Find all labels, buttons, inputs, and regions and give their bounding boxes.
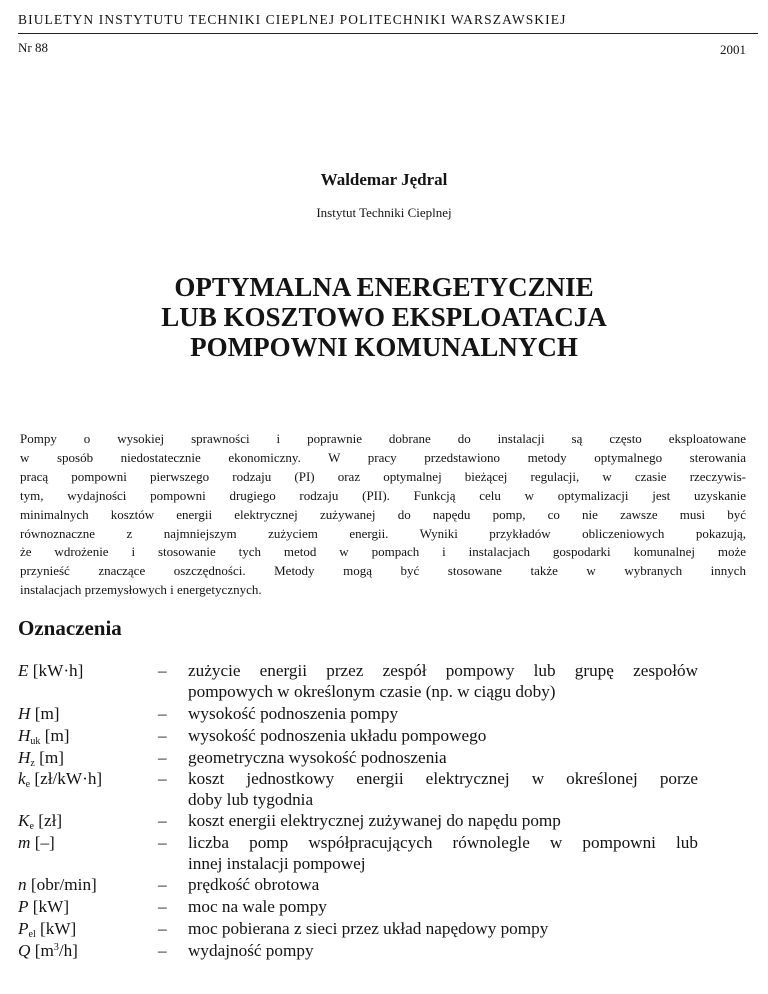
- definition-dash: –: [158, 704, 167, 723]
- definition-dash: –: [158, 661, 167, 680]
- symbol-description: [188, 874, 698, 895]
- title-line: POMPOWNI KOMUNALNYCH: [190, 332, 578, 362]
- symbol-description: [188, 725, 698, 746]
- symbol-variable: P: [18, 919, 29, 938]
- symbol-description: [188, 810, 698, 831]
- definition-dash: –: [158, 919, 167, 938]
- symbol-unit: [m]: [34, 748, 64, 767]
- abstract-line: w sposób niedostatecznie ekonomiczny. W pracy przedstawiono metody optymalnego sterowania: [20, 449, 746, 465]
- author-affiliation: Instytut Techniki Cieplnej: [316, 205, 452, 220]
- symbol-variable: K: [18, 811, 30, 830]
- symbol: [18, 918, 158, 939]
- symbol: [18, 660, 158, 702]
- symbol-unit: [m]: [40, 726, 70, 745]
- definition-dash: –: [158, 726, 167, 745]
- nomenclature-row: [18, 896, 698, 917]
- symbol-unit: [–]: [30, 833, 55, 852]
- description-line: koszt energii elektrycznej zużywanej do napędu pomp: [188, 811, 561, 830]
- nomenclature-row: [18, 768, 698, 810]
- symbol-unit: [obr/min]: [26, 875, 97, 894]
- symbol: [18, 940, 158, 961]
- description-line: moc na wale pompy: [188, 897, 327, 916]
- abstract-line: przynieść znaczące oszczędności. Metody mogą być stosowane także w wybranych innych: [20, 563, 746, 579]
- symbol: [18, 768, 158, 810]
- publication-year: 2001: [720, 42, 746, 57]
- description-line: doby lub tygodnia: [188, 790, 314, 809]
- header-rule: [18, 33, 758, 34]
- abstract-line: instalacjach przemysłowych i energetycznych.: [20, 582, 262, 598]
- author-name: Waldemar Jędral: [320, 170, 448, 189]
- symbol-unit: [m: [30, 941, 54, 960]
- symbol-variable: P: [18, 897, 29, 916]
- symbol-subscript: e: [29, 821, 34, 832]
- symbol-description: [188, 940, 698, 961]
- description-line: prędkość obrotowa: [188, 875, 320, 894]
- symbol-description: [188, 896, 698, 917]
- symbol-unit: [kW·h]: [28, 661, 84, 680]
- paper-title: [0, 272, 768, 362]
- nomenclature-row: [18, 725, 698, 746]
- abstract-line: pracą pompowni pierwszego rodzaju (PI) oraz optymalnej bieżącej regulacji, w czasie rzeczywis-: [20, 468, 746, 484]
- symbol-unit: [m]: [30, 704, 60, 723]
- description-line: wysokość podnoszenia układu pompowego: [188, 726, 487, 745]
- description-line: geometryczna wysokość podnoszenia: [188, 748, 447, 767]
- symbol-unit-end: /h]: [58, 941, 78, 960]
- symbol-subscript: el: [28, 929, 36, 940]
- symbol: [18, 896, 158, 917]
- symbol: [18, 725, 158, 746]
- symbol-unit: [kW]: [28, 897, 70, 916]
- abstract-line: Pompy o wysokiej sprawności i poprawnie dobrane do instalacji są często eksploatowane: [20, 431, 746, 446]
- description-line: innej instalacji pompowej: [188, 854, 366, 873]
- symbol-subscript: uk: [30, 736, 41, 747]
- definition-dash: –: [158, 941, 167, 960]
- abstract-line: minimalnych kosztów energii elektrycznej zużywanej do napędu pomp, co nie zawsze musi być: [20, 506, 746, 522]
- abstract-line: równoznaczne z najmniejszym zużyciem energii. Wyniki przykładów obliczeniowych pokazują,: [20, 525, 746, 541]
- symbol-unit: [zł/kW·h]: [30, 769, 103, 788]
- symbol-variable: H: [18, 726, 31, 745]
- symbol-subscript: e: [25, 779, 31, 790]
- symbol-description: [188, 703, 698, 724]
- symbol-description: [188, 660, 698, 702]
- definition-dash: –: [158, 897, 167, 916]
- unit-superscript: 3: [53, 942, 59, 953]
- symbol-variable: n: [18, 875, 27, 894]
- symbol: [18, 874, 158, 895]
- symbol: [18, 747, 158, 768]
- symbol: [18, 810, 158, 831]
- nomenclature-row: [18, 918, 698, 939]
- title-line: LUB KOSZTOWO EKSPLOATACJA: [161, 302, 607, 332]
- symbol-variable: H: [18, 704, 31, 723]
- symbol-unit: [kW]: [35, 919, 77, 938]
- definition-dash: –: [158, 748, 167, 767]
- definition-dash: –: [158, 875, 167, 894]
- symbol-description: [188, 768, 698, 810]
- symbol-subscript: z: [30, 758, 35, 769]
- nomenclature-row: [18, 832, 698, 874]
- description-line: koszt jednostkowy energii elektrycznej w określonej porze: [188, 769, 698, 788]
- journal-title: BIULETYN INSTYTUTU TECHNIKI CIEPLNEJ POLITECHNIKI WARSZAWSKIEJ: [18, 12, 567, 27]
- nomenclature-row: [18, 660, 698, 702]
- title-line: OPTYMALNA ENERGETYCZNIE: [174, 272, 594, 302]
- nomenclature-row: [18, 940, 698, 961]
- abstract: [20, 430, 746, 600]
- description-line: liczba pomp współpracujących równolegle w pompowni lub: [188, 833, 698, 852]
- description-line: wydajność pompy: [188, 941, 314, 960]
- symbol-variable: E: [18, 661, 29, 680]
- symbol-description: [188, 918, 698, 939]
- symbol-variable: k: [18, 769, 26, 788]
- description-line: zużycie energii przez zespół pompowy lub grupę zespołów: [188, 661, 698, 680]
- nomenclature-row: [18, 703, 698, 724]
- symbol: [18, 703, 158, 724]
- symbol-description: [188, 747, 698, 768]
- definition-dash: –: [158, 833, 167, 852]
- section-heading: Oznaczenia: [18, 616, 122, 640]
- issue-number: Nr 88: [18, 40, 48, 55]
- symbol-description: [188, 832, 698, 874]
- nomenclature-row: [18, 874, 698, 895]
- description-line: moc pobierana z sieci przez układ napędowy pompy: [188, 919, 549, 938]
- symbol: [18, 832, 158, 874]
- definition-dash: –: [158, 769, 167, 788]
- definition-dash: –: [158, 811, 167, 830]
- symbol-variable: m: [18, 833, 31, 852]
- symbol-unit: [zł]: [33, 811, 63, 830]
- symbol-variable: H: [18, 748, 31, 767]
- description-line: pompowych w określonym czasie (np. w ciągu doby): [188, 682, 556, 701]
- abstract-line: tym, wydajności pompowni drugiego rodzaju (PII). Funkcją celu w optymalizacji jest uzyskanie: [20, 487, 746, 503]
- nomenclature-row: [18, 747, 698, 768]
- abstract-line: że wdrożenie i stosowanie tych metod w pompach i instalacjach gospodarki komunalnej może: [20, 544, 746, 560]
- description-line: wysokość podnoszenia pompy: [188, 704, 399, 723]
- nomenclature-row: [18, 810, 698, 831]
- symbol-variable: Q: [18, 941, 31, 960]
